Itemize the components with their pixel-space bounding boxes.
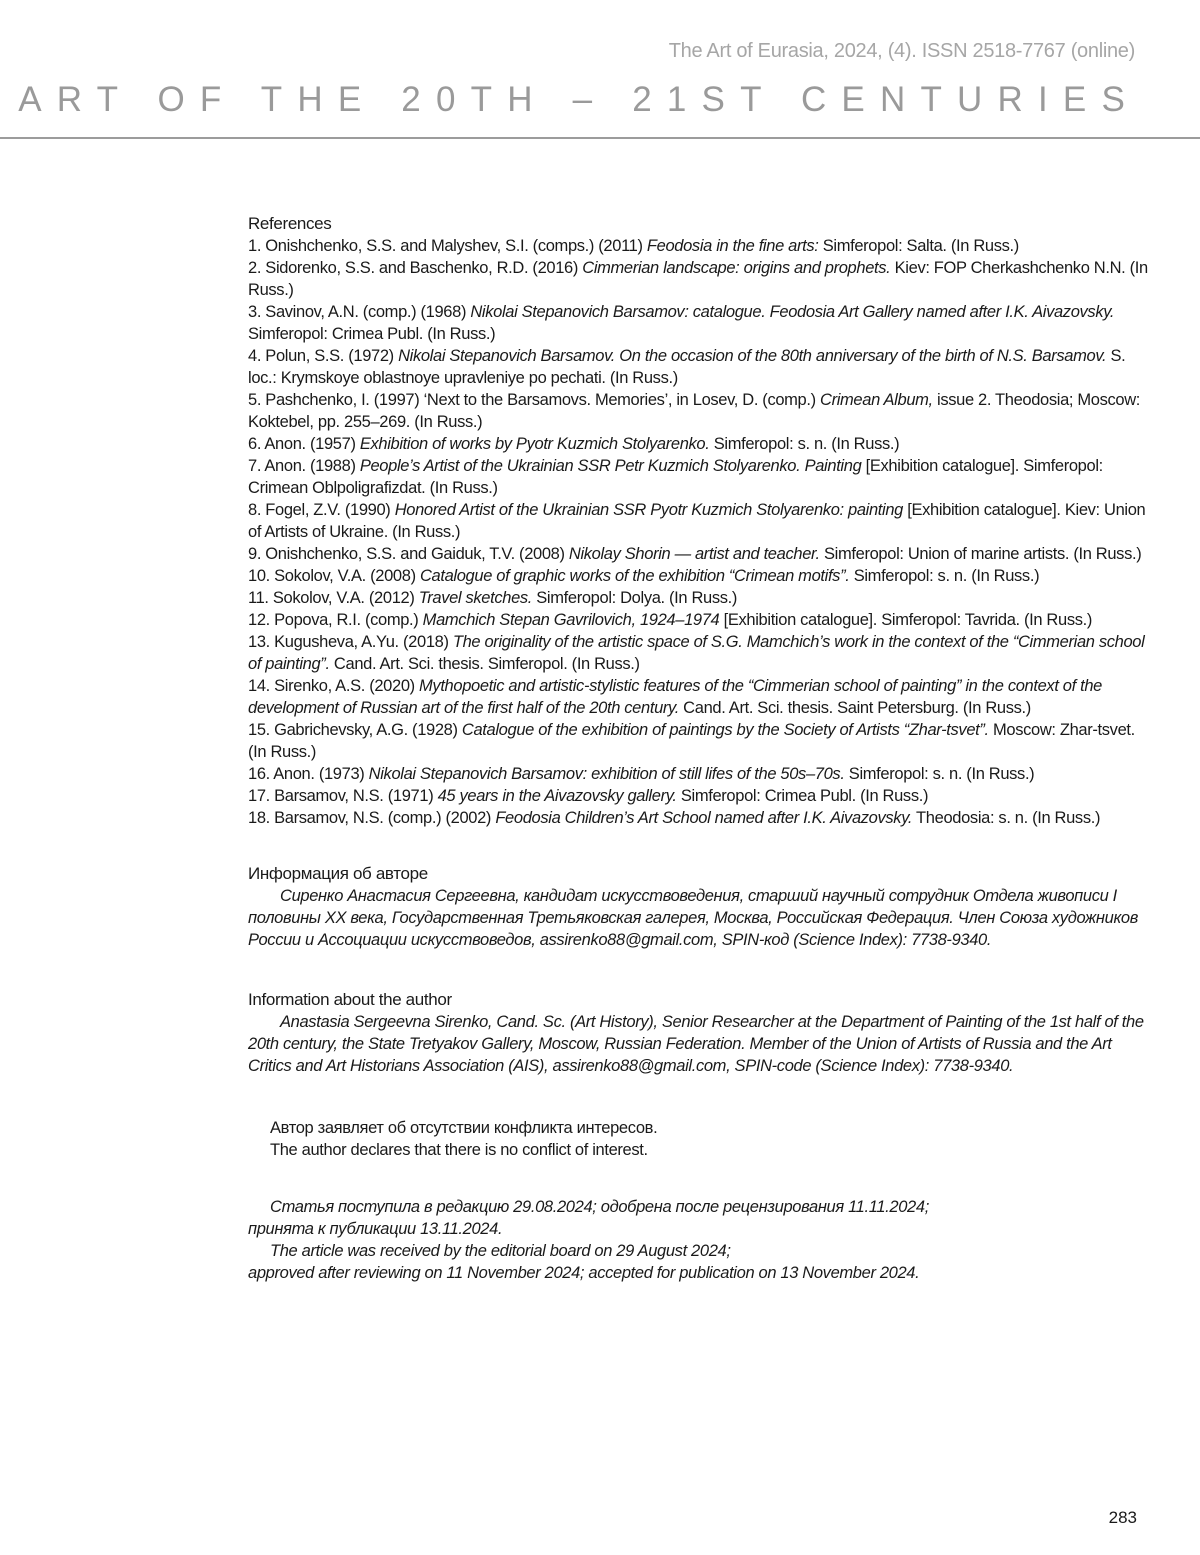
- reference-authors: 13. Kugusheva, A.Yu. (2018): [248, 633, 453, 651]
- reference-title: Feodosia Children’s Art School named after I.K. Aivazovsky.: [495, 809, 913, 827]
- reference-item: [248, 301, 1148, 345]
- reference-publication: Kiev: FOP Cherkashchenko N.N. (In Russ.): [248, 259, 1148, 299]
- reference-publication: Simferopol: Crimea Publ. (In Russ.): [248, 325, 496, 343]
- reference-publication: Cand. Art. Sci. thesis. Simferopol. (In Russ.): [329, 655, 640, 673]
- reference-title: Catalogue of graphic works of the exhibition “Crimean motifs”.: [419, 567, 850, 585]
- reference-title: Nikolai Stepanovich Barsamov. On the occasion of the 80th anniversary of the birth of N.S. Barsamov.: [398, 347, 1107, 365]
- reference-item: [248, 675, 1148, 719]
- reference-publication: Theodosia: s. n. (In Russ.): [912, 809, 1101, 827]
- reference-item: [248, 345, 1148, 389]
- reference-authors: 8. Fogel, Z.V. (1990): [248, 501, 395, 519]
- reference-title: Nikolai Stepanovich Barsamov: catalogue. Feodosia Art Gallery named after I.K. Aivazovsky.: [470, 303, 1115, 321]
- reference-publication: Simferopol: Crimea Publ. (In Russ.): [676, 787, 929, 805]
- article-body: [248, 213, 1148, 1284]
- reference-item: [248, 543, 1148, 565]
- reference-authors: 17. Barsamov, N.S. (1971): [248, 787, 438, 805]
- reference-authors: 7. Anon. (1988): [248, 457, 360, 475]
- reference-authors: 2. Sidorenko, S.S. and Baschenko, R.D. (2016): [248, 259, 583, 277]
- reference-title: Nikolay Shorin — artist and teacher.: [568, 545, 820, 563]
- reference-item: [248, 455, 1148, 499]
- dates-ru-line2: принята к публикации 13.11.2024.: [248, 1220, 503, 1238]
- reference-authors: 16. Anon. (1973): [248, 765, 369, 783]
- reference-title: Feodosia in the fine arts:: [646, 237, 819, 255]
- conflict-statement: [248, 1117, 1148, 1161]
- journal-citation: The Art of Eurasia, 2024, (4). ISSN 2518-7767 (online): [668, 40, 1135, 62]
- reference-title: Mythopoetic and artistic-stylistic features of the “Cimmerian school of painting” in the context of the development of Russian art of the first half of the 20th century.: [248, 677, 1102, 717]
- reference-publication: issue 2. Theodosia; Moscow: Koktebel, pp. 255–269. (In Russ.): [248, 391, 1141, 431]
- reference-item: [248, 235, 1148, 257]
- reference-item: [248, 587, 1148, 609]
- references-list: [248, 235, 1148, 829]
- reference-publication: Cand. Art. Sci. thesis. Saint Petersburg. (In Russ.): [678, 699, 1031, 717]
- reference-publication: S. loc.: Krymskoye oblastnoye upravleniye po pechati. (In Russ.): [248, 347, 1126, 387]
- reference-title: Crimean Album,: [820, 391, 933, 409]
- reference-authors: 14. Sirenko, A.S. (2020): [248, 677, 420, 695]
- dates-en-line2: approved after reviewing on 11 November 2024; accepted for publication on 13 November 2024.: [248, 1264, 920, 1282]
- reference-item: [248, 565, 1148, 587]
- reference-authors: 1. Onishchenko, S.S. and Malyshev, S.I. (comps.) (2011): [248, 237, 647, 255]
- conflict-en: The author declares that there is no conflict of interest.: [270, 1141, 648, 1159]
- author-info-en-text: Anastasia Sergeevna Sirenko, Cand. Sc. (Art History), Senior Researcher at the Department of Painting of the 1st half of the 20th century, the State Tretyakov Gallery, Moscow, Russian Federation. Member of the Union of Artists of Russia and the Art Critics and Art Historians Association (AIS), assirenko88@gmail.com, SPIN-code (Science Index): 7738-9340.: [248, 1013, 1144, 1075]
- reference-publication: Simferopol: Dolya. (In Russ.): [532, 589, 738, 607]
- references-heading: References: [248, 214, 332, 233]
- reference-item: [248, 389, 1148, 433]
- reference-item: [248, 257, 1148, 301]
- reference-authors: 4. Polun, S.S. (1972): [248, 347, 399, 365]
- reference-title: Cimmerian landscape: origins and prophets.: [582, 259, 891, 277]
- reference-item: [248, 763, 1148, 785]
- reference-item: [248, 499, 1148, 543]
- reference-title: Nikolai Stepanovich Barsamov: exhibition of still lifes of the 50s–70s.: [368, 765, 845, 783]
- reference-publication: [Exhibition catalogue]. Simferopol: Tavrida. (In Russ.): [719, 611, 1093, 629]
- section-title: ART OF THE 20TH – 21ST CENTURIES: [18, 80, 1140, 119]
- reference-authors: 5. Pashchenko, I. (1997) ‘Next to the Barsamovs. Memories’, in Losev, D. (comp.): [248, 391, 820, 409]
- reference-item: [248, 807, 1148, 829]
- reference-title: Catalogue of the exhibition of paintings by the Society of Artists “Zhar-tsvet”.: [461, 721, 989, 739]
- reference-title: Mamchich Stepan Gavrilovich, 1924–1974: [422, 611, 720, 629]
- reference-authors: 15. Gabrichevsky, A.G. (1928): [248, 721, 462, 739]
- reference-title: Travel sketches.: [418, 589, 533, 607]
- author-info-ru: [248, 863, 1148, 951]
- reference-title: People’s Artist of the Ukrainian SSR Petr Kuzmich Stolyarenko. Painting: [359, 457, 862, 475]
- reference-publication: [Exhibition catalogue]. Simferopol: Crimean Oblpoligrafizdat. (In Russ.): [248, 457, 1103, 497]
- reference-item: [248, 785, 1148, 807]
- references-section: [248, 213, 1148, 829]
- reference-authors: 18. Barsamov, N.S. (comp.) (2002): [248, 809, 496, 827]
- reference-title: The originality of the artistic space of S.G. Mamchich’s work in the context of the “Cimmerian school of painting”.: [248, 633, 1145, 673]
- dates-ru-line1: Статья поступила в редакцию 29.08.2024; одобрена после рецензирования 11.11.2024;: [270, 1198, 929, 1216]
- author-info-en: [248, 989, 1148, 1077]
- author-info-ru-text: Сиренко Анастасия Сергеевна, кандидат искусствоведения, старший научный сотрудник Отдела живописи I половины XX века, Государственная Третьяковская галерея, Москва, Российская Федерация. Член Союза художников России и Ассоциации искусствоведов, assirenko88@gmail.com, SPIN-код (Science Index): 7738-9340.: [248, 887, 1139, 949]
- reference-publication: [Exhibition catalogue]. Kiev: Union of Artists of Ukraine. (In Russ.): [248, 501, 1146, 541]
- conflict-ru: Автор заявляет об отсутствии конфликта интересов.: [270, 1119, 658, 1137]
- reference-authors: 6. Anon. (1957): [248, 435, 360, 453]
- author-info-ru-heading: Информация об авторе: [248, 864, 428, 883]
- reference-item: [248, 719, 1148, 763]
- reference-publication: Simferopol: Salta. (In Russ.): [818, 237, 1019, 255]
- reference-publication: Simferopol: s. n. (In Russ.): [844, 765, 1035, 783]
- reference-title: Exhibition of works by Pyotr Kuzmich Stolyarenko.: [359, 435, 710, 453]
- header-divider: [0, 137, 1200, 139]
- page-number: 283: [1108, 1508, 1137, 1527]
- dates-en-line1: The article was received by the editorial board on 29 August 2024;: [270, 1242, 731, 1260]
- article-dates: [248, 1196, 1148, 1284]
- author-info-en-heading: Information about the author: [248, 990, 452, 1009]
- reference-publication: Simferopol: s. n. (In Russ.): [709, 435, 900, 453]
- reference-authors: 10. Sokolov, V.A. (2008): [248, 567, 420, 585]
- reference-publication: Simferopol: s. n. (In Russ.): [849, 567, 1040, 585]
- reference-title: 45 years in the Aivazovsky gallery.: [437, 787, 677, 805]
- reference-item: [248, 631, 1148, 675]
- reference-authors: 12. Popova, R.I. (comp.): [248, 611, 423, 629]
- reference-authors: 3. Savinov, A.N. (comp.) (1968): [248, 303, 471, 321]
- reference-item: [248, 433, 1148, 455]
- reference-title: Honored Artist of the Ukrainian SSR Pyotr Kuzmich Stolyarenko: painting: [394, 501, 903, 519]
- reference-authors: 9. Onishchenko, S.S. and Gaiduk, T.V. (2008): [248, 545, 569, 563]
- reference-item: [248, 609, 1148, 631]
- reference-publication: Simferopol: Union of marine artists. (In Russ.): [819, 545, 1142, 563]
- reference-publication: Moscow: Zhar-tsvet. (In Russ.): [248, 721, 1135, 761]
- reference-authors: 11. Sokolov, V.A. (2012): [248, 589, 419, 607]
